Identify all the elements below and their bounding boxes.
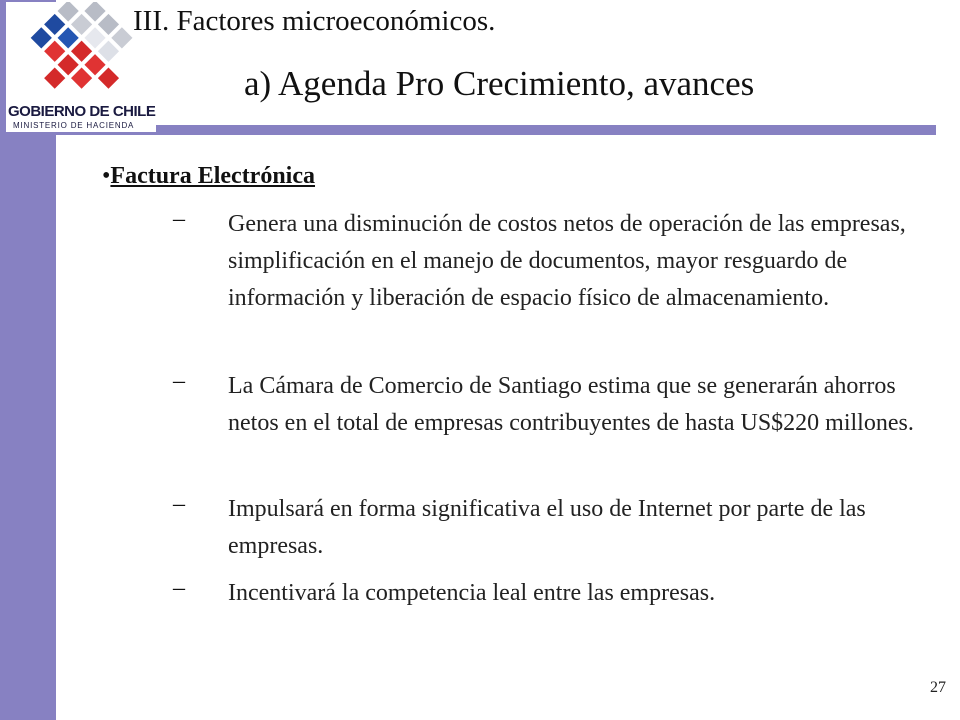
heading-factura-electronica: Factura Electrónica	[110, 163, 316, 189]
header-divider	[32, 125, 936, 135]
list-item-text: La Cámara de Comercio de Santiago estima que se generarán ahorros netos en el total de empresas contribuyentes de hasta US$220 millones.	[228, 373, 914, 436]
logo-ministry-subtitle: MINISTERIO DE HACIENDA	[13, 121, 135, 130]
logo-wordmark: GOBIERNO DE CHILE	[8, 103, 156, 120]
slide-title: a) Agenda Pro Crecimiento, avances	[244, 64, 755, 103]
page-number: 27	[930, 679, 946, 696]
chile-flag-mosaic-icon	[24, 2, 142, 102]
list-item-text: Genera una disminución de costos netos de operación de las empresas, simplificación en el manejo de documentos, mayor resguardo de información y liberación de espacio físico de almacenamiento.	[228, 211, 906, 311]
bullet-symbol: •	[102, 163, 111, 189]
list-item-text: Incentivará la competencia leal entre las empresas.	[228, 580, 716, 606]
bullet-heading	[102, 163, 315, 190]
dash-marker: –	[173, 368, 185, 394]
section-title: III. Factores microeconómicos.	[133, 5, 496, 37]
dash-marker: –	[173, 491, 185, 517]
dash-marker: –	[173, 206, 185, 232]
list-item-text: Impulsará en forma significativa el uso de Internet por parte de las empresas.	[228, 496, 866, 559]
dash-marker: –	[173, 575, 185, 601]
